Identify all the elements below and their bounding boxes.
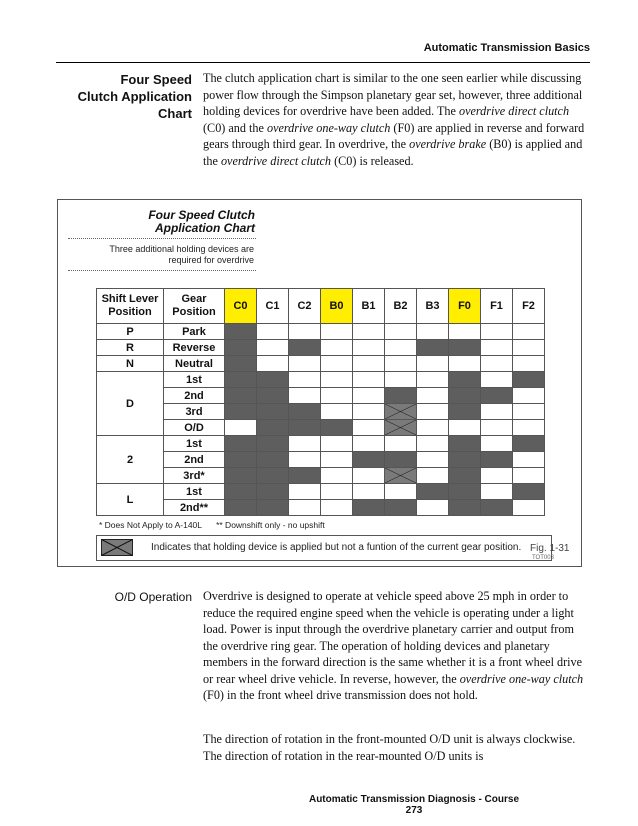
crossed-cell-icon [385,468,416,483]
crossed-cell-icon [385,420,416,435]
cell-f0 [449,484,481,500]
cell-f1 [481,324,513,340]
term: overdrive direct clutch [458,104,570,118]
cell-f2 [513,340,545,356]
cell-b3 [417,420,449,436]
cell-b2 [385,324,417,340]
cell-c0 [225,484,257,500]
cell-b0 [321,420,353,436]
cell-f1 [481,356,513,372]
cell-b0 [321,468,353,484]
cell-c2 [289,404,321,420]
cell-b3 [417,468,449,484]
table-row [97,324,545,340]
cell-b0 [321,356,353,372]
cell-c2 [289,484,321,500]
cell-f0 [449,452,481,468]
cell-b3 [417,372,449,388]
cell-c0 [225,500,257,516]
term: overdrive direct clutch [220,153,332,168]
header-line: Position [172,306,216,318]
cell-b1 [353,324,385,340]
cell-c2 [289,388,321,404]
cell-c1 [257,340,289,356]
cell-b2 [385,484,417,500]
header-rule [56,62,590,63]
gear-cell: 1st [164,372,225,388]
cell-c1 [257,436,289,452]
cell-b0 [321,324,353,340]
cell-f1 [481,500,513,516]
cell-b0 [321,404,353,420]
cell-c2 [289,468,321,484]
table-row [97,356,545,372]
col-header-c1: C1 [257,289,289,324]
cell-b1 [353,484,385,500]
cell-f0 [449,404,481,420]
cell-b1 [353,452,385,468]
cell-f1 [481,452,513,468]
heading-line: Chart [158,106,192,121]
cell-c2 [289,452,321,468]
gear-cell: Neutral [164,356,225,372]
cell-c2 [289,340,321,356]
cell-f0 [449,500,481,516]
cell-b3 [417,500,449,516]
cell-f2 [513,500,545,516]
col-header-c2: C2 [289,289,321,324]
cell-f2 [513,372,545,388]
cell-c0 [225,372,257,388]
table-body [97,324,545,516]
col-header-b1: B1 [353,289,385,324]
cell-c0 [225,420,257,436]
cell-f2 [513,404,545,420]
table-row [97,372,545,388]
cell-b1 [353,340,385,356]
cell-c1 [257,468,289,484]
col-header-c0: C0 [225,289,257,324]
gear-cell: Park [164,324,225,340]
cell-f0 [449,388,481,404]
cell-b0 [321,452,353,468]
cell-b3 [417,452,449,468]
col-header-f2: F2 [513,289,545,324]
table-header-row [97,289,545,324]
gear-cell: O/D [164,420,225,436]
running-header: Automatic Transmission Basics [423,42,590,54]
table-row [97,484,545,500]
legend [96,535,552,561]
term: overdrive brake [409,137,487,151]
footnote: * Does Not Apply to A-140L [99,520,202,530]
heading-line: Four Speed [120,72,192,87]
cell-f2 [513,356,545,372]
caption-line: required for overdrive [168,255,254,265]
od-paragraph-1 [203,588,589,704]
text-run: Overdrive is designed to operate at vehicle speed above 25 mph in order to reduce the required engine speed when the vehicle is operating under a light load. Power is input through the overdrive planetary carrier and output from the overdrive ring gear. The operation of holding devices and planetary members in the forward direction is the same whether it is a front wheel drive or rear wheel drive vehicle. In reverse, however, the [203,589,583,686]
col-header-b0: B0 [321,289,353,324]
table-row [97,340,545,356]
cell-b3 [417,324,449,340]
gear-cell: 1st [164,436,225,452]
cell-b3 [417,404,449,420]
cell-b0 [321,340,353,356]
cell-c2 [289,500,321,516]
shift-position-cell: R [97,340,164,356]
gear-cell: 3rd [164,404,225,420]
gear-cell: 3rd* [164,468,225,484]
cell-b3 [417,340,449,356]
cell-f2 [513,324,545,340]
page-footer: Automatic Transmission Diagnosis - Course 273 [308,794,520,816]
gear-cell: Reverse [164,340,225,356]
crossed-cell-icon [385,404,416,419]
crossed-cell-icon [101,539,133,556]
intro-paragraph [203,70,589,169]
header-line: Shift Lever [101,293,159,305]
cell-b0 [321,388,353,404]
text-run: (B0) is applied and the [203,137,583,168]
cell-b0 [321,484,353,500]
term: overdrive one-way clutch [266,120,391,135]
cell-b0 [321,500,353,516]
cell-f1 [481,372,513,388]
cell-b2 [385,356,417,372]
figure-number: Fig. 1-31 [530,543,570,554]
table-row [97,468,545,484]
od-paragraph-2: The direction of rotation in the front-mounted O/D unit is always clockwise. The direction of rotation in the rear-mounted O/D units is [203,732,576,763]
cell-f1 [481,436,513,452]
cell-c1 [257,388,289,404]
shift-position-cell: 2 [97,436,164,484]
col-header-b2: B2 [385,289,417,324]
gear-cell: 2nd [164,388,225,404]
cell-c1 [257,404,289,420]
cell-f2 [513,468,545,484]
cell-c0 [225,436,257,452]
cell-b3 [417,436,449,452]
cell-f2 [513,388,545,404]
gear-cell: 2nd** [164,500,225,516]
cell-c0 [225,388,257,404]
cell-b1 [353,372,385,388]
shift-position-cell: P [97,324,164,340]
cell-b2 [385,500,417,516]
cell-f2 [513,436,545,452]
cell-b2 [385,372,417,388]
shift-position-cell: L [97,484,164,516]
shift-position-cell: D [97,372,164,436]
figure-caption-subtitle [68,244,254,266]
cell-b1 [353,356,385,372]
table-row [97,436,545,452]
cell-c0 [225,356,257,372]
col-header-f1: F1 [481,289,513,324]
cell-b2 [385,436,417,452]
cell-b1 [353,420,385,436]
gear-cell: 2nd [164,452,225,468]
cell-f1 [481,340,513,356]
section-heading-od-operation: O/D Operation [114,590,192,604]
cell-f1 [481,388,513,404]
caption-divider [68,270,256,271]
cell-f1 [481,404,513,420]
cell-c0 [225,340,257,356]
cell-c0 [225,468,257,484]
col-header-b3: B3 [417,289,449,324]
cell-b2 [385,404,417,420]
cell-c1 [257,500,289,516]
cell-f0 [449,436,481,452]
caption-divider [68,238,256,239]
heading-line: Clutch Application [77,89,192,104]
cell-c2 [289,372,321,388]
cell-b2 [385,468,417,484]
header-line: Position [108,306,152,318]
cell-b3 [417,484,449,500]
cell-f2 [513,420,545,436]
cell-c1 [257,356,289,372]
section-heading-clutch-chart [56,71,192,122]
cell-f0 [449,340,481,356]
figure-caption-title [72,209,255,235]
cell-c1 [257,484,289,500]
cell-b2 [385,452,417,468]
cell-f0 [449,324,481,340]
cell-c1 [257,324,289,340]
legend-text: Indicates that holding device is applied but not a funtion of the current gear position. [151,542,522,553]
table-row [97,388,545,404]
cell-c2 [289,356,321,372]
table-row [97,500,545,516]
cell-b1 [353,404,385,420]
cell-c2 [289,436,321,452]
cell-f2 [513,452,545,468]
cell-f1 [481,484,513,500]
cell-b0 [321,436,353,452]
cell-b2 [385,388,417,404]
figure-code: TOT003 [532,555,554,561]
caption-line: Application Chart [154,221,255,235]
table-row [97,452,545,468]
cell-c0 [225,452,257,468]
cell-f0 [449,420,481,436]
text-run: (C0) and the [203,120,267,135]
cell-b3 [417,388,449,404]
caption-line: Four Speed Clutch [148,208,255,222]
term: overdrive one-way clutch [459,671,584,686]
figure-clutch-chart [57,199,582,567]
col-header-gear-position [164,289,225,324]
cell-c1 [257,372,289,388]
cell-c2 [289,420,321,436]
cell-f1 [481,468,513,484]
footnote: ** Downshift only - no upshift [216,520,325,530]
cell-b3 [417,356,449,372]
table-row [97,404,545,420]
cell-c0 [225,404,257,420]
cell-f2 [513,484,545,500]
text-run: (C0) is released. [331,153,414,168]
col-header-f0: F0 [449,289,481,324]
cell-f0 [449,468,481,484]
col-header-shift-lever [97,289,164,324]
cell-b2 [385,340,417,356]
text-run: (F0) in the front wheel drive transmission does not hold. [203,688,478,702]
cell-b1 [353,468,385,484]
cell-b1 [353,500,385,516]
text-run: (F0) are applied in reverse and forward gears through third gear. In overdrive, the [203,120,585,151]
gear-cell: 1st [164,484,225,500]
cell-f1 [481,420,513,436]
cell-b2 [385,420,417,436]
table-footnotes [99,520,325,530]
cell-f0 [449,372,481,388]
table-row [97,420,545,436]
clutch-application-table [96,288,545,516]
shift-position-cell: N [97,356,164,372]
caption-line: Three additional holding devices are [109,244,254,254]
header-line: Gear [181,293,207,305]
cell-b1 [353,388,385,404]
cell-f0 [449,356,481,372]
cell-b0 [321,372,353,388]
cell-b1 [353,436,385,452]
cell-c0 [225,324,257,340]
cell-c1 [257,420,289,436]
cell-c2 [289,324,321,340]
text-run: The clutch application chart is similar to the one seen earlier while discussing power flow through the Simpson planetary gear set, however, three additional holding devices for overdrive have been added. The [203,71,583,118]
cell-c1 [257,452,289,468]
